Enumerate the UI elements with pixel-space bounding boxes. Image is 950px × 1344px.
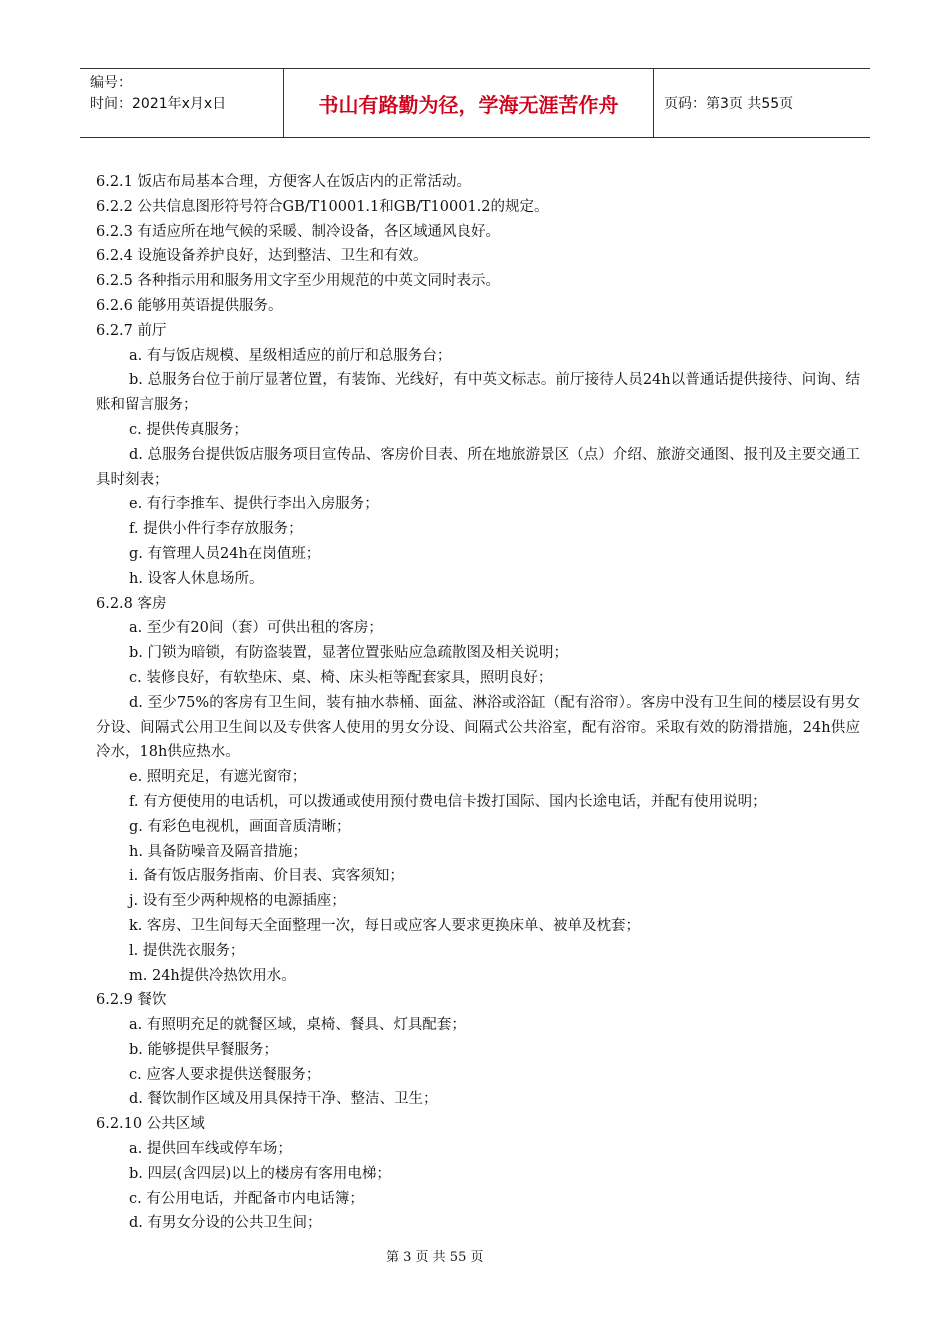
- list-item: g. 有彩色电视机，画面音质清晰；: [129, 818, 351, 835]
- section-heading: 6.2.8 客房: [96, 595, 167, 612]
- section-heading: 6.2.3 有适应所在地气候的采暖、制冷设备，各区域通风良好。: [96, 223, 501, 240]
- section-heading: 6.2.6 能够用英语提供服务。: [96, 297, 283, 314]
- date-label: 时间：2021年x月x日: [90, 96, 227, 112]
- header-motto: 书山有路勤为径，学海无涯苦作舟: [284, 69, 654, 137]
- list-item: a. 有照明充足的就餐区域，桌椅、餐具、灯具配套；: [129, 1017, 466, 1034]
- list-item: a. 至少有20间（套）可供出租的客房；: [129, 620, 383, 637]
- list-item: b. 门锁为暗锁，有防盗装置，显著位置张贴应急疏散图及相关说明；: [129, 645, 568, 662]
- list-item: d. 总服务台提供饭店服务项目宣传品、客房价目表、所在地旅游景区（点）介绍、旅游交通图、报刊及主要交通工具时刻表；: [96, 446, 860, 488]
- list-item: b. 总服务台位于前厅显著位置，有装饰、光线好，有中英文标志。前厅接待人员24h以普通话提供接待、问询、结账和留言服务；: [96, 372, 860, 414]
- document-body: [96, 170, 860, 1236]
- section-heading: 6.2.7 前厅: [96, 322, 167, 339]
- list-item: c. 提供传真服务；: [129, 421, 248, 438]
- list-item: d. 至少75%的客房有卫生间，装有抽水恭桶、面盆、淋浴或浴缸（配有浴帘）。客房中没有卫生间的楼层设有男女分设、间隔式公用卫生间以及专供客人使用的男女分设、间隔式公共浴室，配有浴帘。采取有效的防滑措施，24h供应冷水，18h供应热水。: [96, 694, 860, 761]
- list-item: e. 有行李推车、提供行李出入房服务；: [129, 496, 379, 513]
- list-item: l. 提供洗衣服务；: [129, 942, 245, 959]
- list-item: i. 备有饭店服务指南、价目表、宾客须知；: [129, 868, 404, 885]
- list-item: b. 能够提供早餐服务；: [129, 1041, 278, 1058]
- list-item: j. 设有至少两种规格的电源插座；: [129, 893, 346, 910]
- list-item: c. 装修良好，有软垫床、桌、椅、床头柜等配套家具，照明良好；: [129, 669, 553, 686]
- number-label: 编号：: [90, 75, 132, 91]
- list-item: a. 有与饭店规模、星级相适应的前厅和总服务台；: [129, 347, 452, 364]
- list-item: a. 提供回车线或停车场；: [129, 1141, 292, 1158]
- list-item: k. 客房、卫生间每天全面整理一次，每日或应客人要求更换床单、被单及枕套；: [129, 917, 641, 934]
- list-item: d. 有男女分设的公共卫生间；: [129, 1215, 322, 1232]
- section-heading: 6.2.5 各种指示用和服务用文字至少用规范的中英文同时表示。: [96, 273, 501, 290]
- section-heading: 6.2.1 饭店布局基本合理，方便客人在饭店内的正常活动。: [96, 174, 472, 190]
- list-item: d. 餐饮制作区域及用具保持干净、整洁、卫生；: [129, 1091, 438, 1108]
- list-item: h. 具备防噪音及隔音措施；: [129, 843, 308, 860]
- list-item: e. 照明充足，有遮光窗帘；: [129, 769, 307, 786]
- list-item: g. 有管理人员24h在岗值班；: [129, 545, 321, 562]
- section-heading: 6.2.9 餐饮: [96, 992, 167, 1009]
- header-meta: [80, 69, 284, 137]
- header-page-info: 页码：第3页 共55页: [664, 96, 794, 112]
- list-item: h. 设客人休息场所。: [129, 570, 264, 587]
- list-item: m. 24h提供冷热饮用水。: [129, 967, 296, 984]
- section-heading: 6.2.4 设施设备养护良好，达到整洁、卫生和有效。: [96, 248, 428, 265]
- section-heading: 6.2.2 公共信息图形符号符合GB/T10001.1和GB/T10001.2的规定。: [96, 198, 549, 215]
- list-item: b. 四层(含四层)以上的楼房有客用电梯；: [129, 1165, 391, 1182]
- list-item: c. 应客人要求提供送餐服务；: [129, 1066, 321, 1083]
- list-item: f. 有方便使用的电话机，可以拨通或使用预付费电信卡拨打国际、国内长途电话，并配有使用说明；: [129, 793, 767, 810]
- list-item: f. 提供小件行李存放服务；: [129, 521, 303, 538]
- list-item: c. 有公用电话，并配备市内电话簿；: [129, 1190, 364, 1207]
- page-footer: 第 3 页 共 55 页: [386, 1250, 484, 1265]
- page-header: [80, 68, 870, 138]
- section-heading: 6.2.10 公共区域: [96, 1116, 205, 1133]
